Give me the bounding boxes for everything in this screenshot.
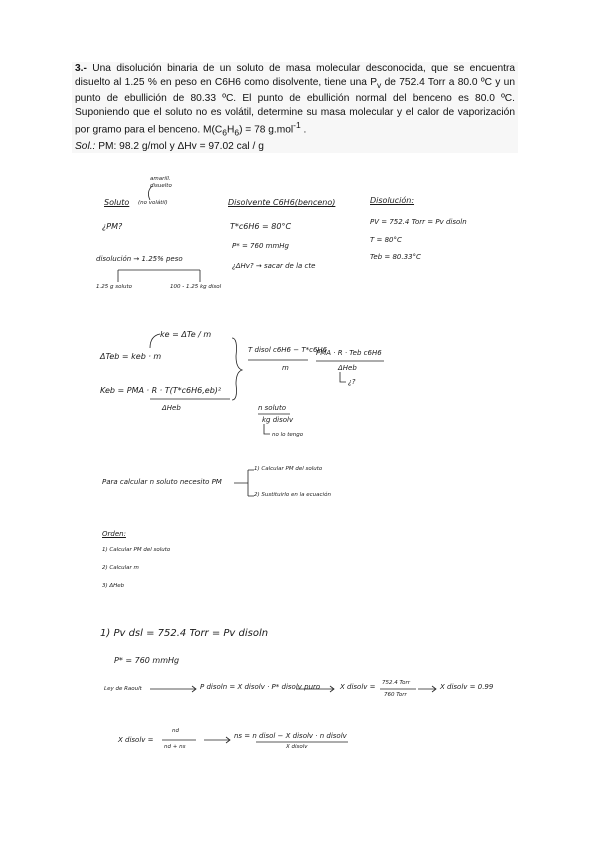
solution-text: PM: 98.2 g/mol y ΔHv = 97.02 cal / g bbox=[95, 140, 264, 152]
keb-num: Keb = PMA · R · T(T*c6H6,eb)² bbox=[100, 386, 222, 395]
sub-6b: 6 bbox=[234, 127, 240, 138]
raoult-label: Ley de Raoult bbox=[104, 686, 142, 692]
orden-title: Orden: bbox=[102, 530, 126, 538]
ns-arrow bbox=[204, 737, 230, 743]
x-result-arrow bbox=[418, 686, 436, 692]
step1-pv: 1) Pv dsl = 752.4 Torr = Pv disoln bbox=[100, 628, 269, 639]
brace bbox=[232, 338, 242, 400]
amarilla-arrow bbox=[148, 186, 152, 200]
m-def-num: n soluto bbox=[258, 404, 286, 412]
x-label: X disolv = bbox=[340, 683, 376, 691]
problem-text-c: H bbox=[226, 124, 235, 136]
calc-opt1: 1) Calcular PM del soluto bbox=[254, 466, 323, 472]
ns-eq: ns = n disol − X disolv · n disolv bbox=[234, 732, 347, 740]
problem-number: 3.- bbox=[75, 63, 87, 74]
disolucion-line: disolución → 1.25% peso bbox=[96, 255, 183, 263]
t-c6h6: T*c6H6 = 80°C bbox=[230, 222, 292, 231]
problem-text-b: de 752.4 Torr a 80.0 ºC y un punto de ebullición de 80.33 ºC. El punto de ebullición normal del benceno es 80.0 ºC. Suponiendo que el soluto no es volátil, determine su masa molecular y el calor de vaporización por gramo para el benceno. M(C bbox=[75, 76, 515, 136]
x-result: X disolv = 0.99 bbox=[440, 683, 494, 691]
xdisolv-den: nd + ns bbox=[164, 744, 186, 750]
m-def-den: kg disolv bbox=[262, 416, 294, 424]
teb-line: Teb = 80.33°C bbox=[370, 253, 421, 261]
step1-pstar: P* = 760 mmHg bbox=[114, 656, 180, 665]
sup-neg1: -1 bbox=[293, 120, 301, 131]
calc-opt2: 2) Sustituirlo en la ecuación bbox=[254, 492, 331, 498]
eq-question: ¿? bbox=[348, 378, 356, 386]
keb-den: ΔHeb bbox=[162, 404, 181, 412]
x-frac-num: 752.4 Torr bbox=[382, 680, 411, 686]
raoult-arrow bbox=[150, 686, 196, 692]
over-m: m bbox=[282, 364, 289, 372]
raoult-eq: P disoln = X disolv · P* disolv puro bbox=[200, 683, 321, 691]
orden-1: 1) Calcular PM del soluto bbox=[102, 547, 171, 553]
orden-3: 3) ΔHeb bbox=[102, 583, 125, 589]
problem-text-a: Una disolución binaria de un soluto de masa molecular desconocida, que se encuentra disuelto al 1.25 % en peso en C6H6 como disolvente, tiene una P bbox=[75, 63, 515, 88]
ns-den: X disolv bbox=[286, 744, 308, 750]
dhv-question: ¿ΔHv? → sacar de la cte bbox=[232, 262, 316, 270]
amarilla-note: amarill. disuelto bbox=[150, 176, 172, 189]
split-right: 100 - 1.25 kg disol bbox=[170, 284, 222, 290]
calc-fork bbox=[234, 470, 254, 496]
raoult-arrow-2 bbox=[296, 686, 334, 692]
eq-rhs-den: ΔHeb bbox=[338, 364, 357, 372]
m-def-note: no lo tengo bbox=[272, 432, 304, 438]
split-left: 1.25 g soluto bbox=[96, 284, 132, 290]
solution-label: Sol.: bbox=[75, 140, 96, 152]
eq-rhs-num: PMA · R · Teb c6H6 bbox=[316, 349, 382, 357]
problem-text-d: ) = 78 g.mol bbox=[239, 124, 294, 136]
m-def-hook bbox=[264, 424, 270, 434]
problem-text-e: . bbox=[300, 124, 307, 136]
p-star: P* = 760 mmHg bbox=[232, 242, 289, 250]
disolucion-title: Disolución: bbox=[370, 196, 415, 205]
dteb-eq: ΔTeb = keb · m bbox=[100, 352, 162, 361]
disolvente-title: Disolvente C6H6(benceno) bbox=[228, 198, 336, 207]
soluto-title: Soluto bbox=[104, 198, 130, 207]
xdisolv-num: nd bbox=[172, 728, 179, 734]
soluto-paren: (no volátil) bbox=[138, 200, 168, 206]
pv-line: PV = 752.4 Torr = Pv disoln bbox=[370, 218, 467, 226]
tdisol: T disol c6H6 − T*c6H6 bbox=[248, 346, 328, 354]
xdisolv-lhs: X disolv = bbox=[118, 736, 154, 744]
pm-question: ¿PM? bbox=[102, 222, 123, 231]
ke-eq: ke = ΔTe / m bbox=[160, 330, 212, 339]
sub-v: v bbox=[377, 79, 382, 90]
sub-6a: 6 bbox=[222, 127, 227, 138]
x-frac-den: 760 Torr bbox=[384, 692, 407, 698]
split-bracket bbox=[118, 270, 200, 282]
orden-2: 2) Calcular m bbox=[102, 565, 139, 571]
t-line: T = 80°C bbox=[370, 236, 402, 244]
calc-line: Para calcular n soluto necesito PM bbox=[102, 478, 222, 486]
rhs-hook bbox=[340, 372, 346, 382]
ke-arrow bbox=[150, 334, 160, 348]
